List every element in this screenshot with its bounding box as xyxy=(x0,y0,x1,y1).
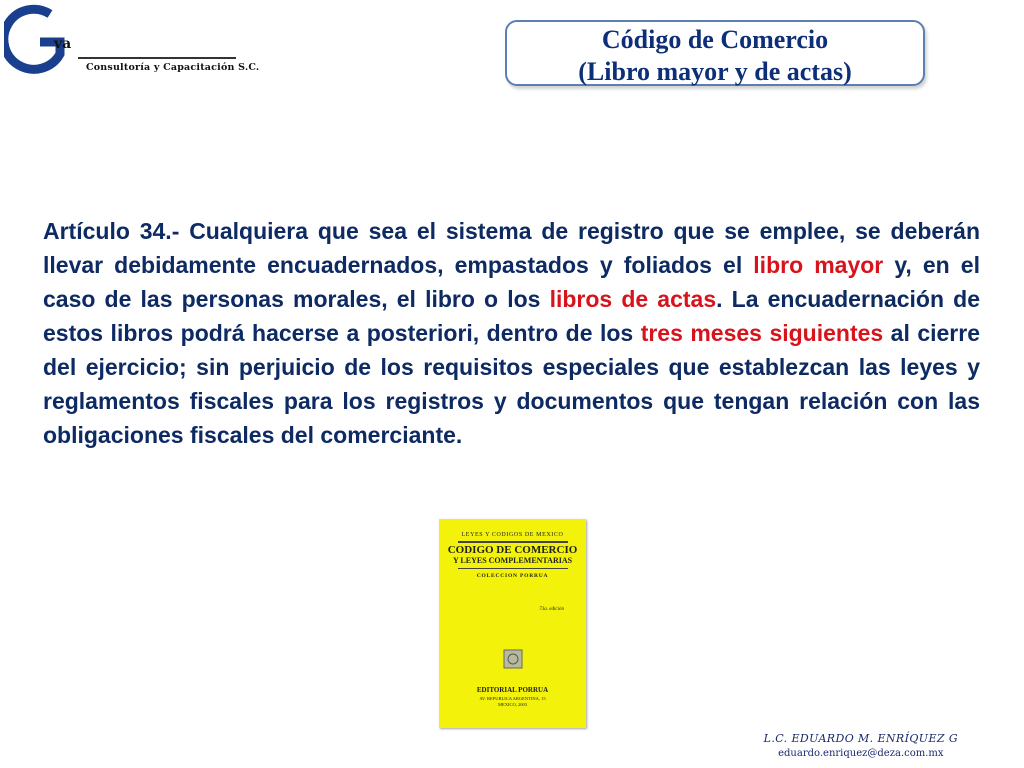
footer-author: L.C. EDUARDO M. ENRÍQUEZ G xyxy=(763,732,958,745)
book-address-line: MEXICO, 2003 xyxy=(498,702,527,707)
book-edition: 73a. edición xyxy=(539,607,564,612)
article-text-part: y, en el caso de las personas morales, el libro o los xyxy=(43,252,980,312)
book-series: LEYES Y CODIGOS DE MEXICO xyxy=(461,532,564,538)
logo-letters: va xyxy=(54,36,72,52)
article-text-part: Artículo 34.- Cualquiera que sea el sistema de registro que se emplee, se deberán llevar debidamente encuadernados, empastados y foliados el xyxy=(43,218,980,278)
book-cover-image xyxy=(439,519,586,728)
highlight-libros-de-actas: libros de actas xyxy=(549,286,717,312)
article-text-part: al cierre del ejercicio; sin perjuicio de los requisitos especiales que establezcan las leyes y reglamentos fiscales para los registros y documentos que tengan relación con las obligaciones fiscales del comerciante. xyxy=(43,320,980,448)
book-rule xyxy=(458,541,568,543)
company-logo xyxy=(4,2,260,82)
article-text-part: . La encuadernación de estos libros podrá hacerse a posteriori, dentro de los xyxy=(43,286,980,346)
footer-email: eduardo.enriquez@deza.com.mx xyxy=(778,748,944,759)
book-collection: COLECCION PORRUA xyxy=(476,573,549,579)
publisher-seal-icon xyxy=(503,649,523,669)
footer-credits xyxy=(764,732,958,759)
logo-caption: Consultoría y Capacitación S.C. xyxy=(86,62,260,73)
book-rule xyxy=(458,568,568,569)
article-text xyxy=(43,214,980,452)
book-subtitle: Y LEYES COMPLEMENTARIAS xyxy=(452,556,573,565)
book-publisher: EDITORIAL PORRUA xyxy=(476,686,549,694)
book-address xyxy=(439,696,586,708)
highlight-tres-meses: tres meses siguientes xyxy=(640,320,884,346)
title-line-1: Código de Comercio xyxy=(601,25,829,54)
slide-title xyxy=(505,20,925,86)
title-line-2: (Libro mayor y de actas) xyxy=(578,57,852,86)
book-title: CODIGO DE COMERCIO xyxy=(447,544,578,556)
book-address-line: AV. REPUBLICA ARGENTINA, 15 xyxy=(479,696,546,701)
highlight-libro-mayor: libro mayor xyxy=(753,252,884,278)
